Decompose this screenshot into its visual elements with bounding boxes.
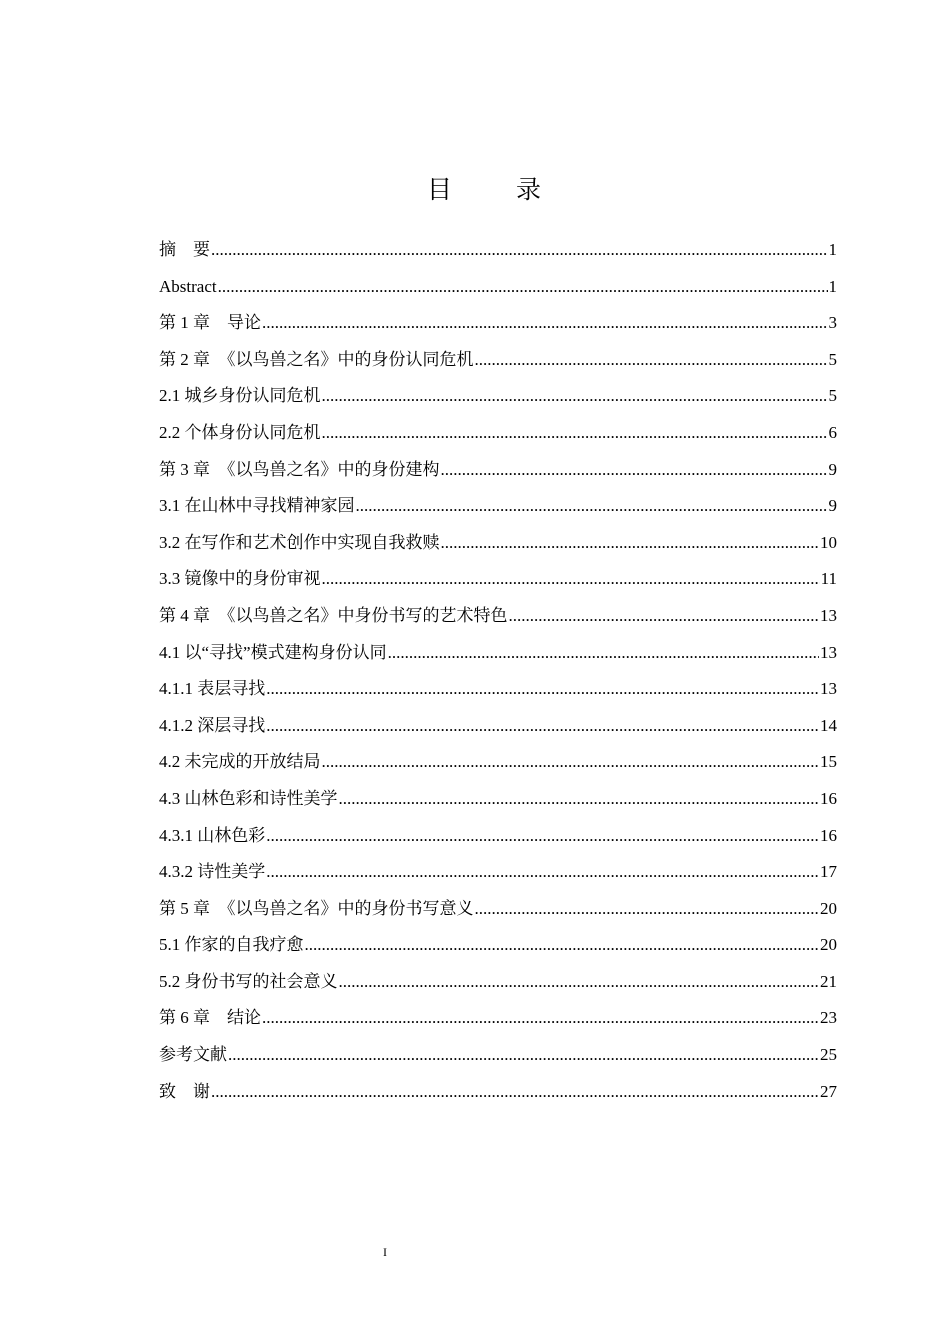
toc-entry-label: 致 谢 [159,1081,210,1101]
toc-leader-dots [441,452,828,489]
toc-entry-page: 11 [820,569,837,589]
toc-entry-page: 23 [820,1008,837,1028]
page-title: 目 录 [427,175,569,204]
toc-leader-dots [211,1074,819,1111]
toc-entry-page: 20 [820,935,837,955]
toc-leader-dots [339,964,820,1001]
toc-leader-dots [218,269,828,306]
toc-leader-dots [228,1037,819,1074]
toc-leader-dots [211,232,828,269]
toc-entry-page: 13 [820,642,837,662]
toc-entry-label: 第 1 章 导论 [159,313,261,333]
toc-entry-section-4-1-1[interactable] [159,671,837,708]
toc-entry-page: 16 [820,788,837,808]
toc-entry-section-5-2[interactable] [159,964,837,1001]
toc-entry-page: 5 [828,386,837,406]
toc-entry-page: 15 [820,752,837,772]
toc-entry-section-4-3-2[interactable] [159,854,837,891]
toc-leader-dots [305,927,820,964]
toc-entry-references[interactable] [159,1037,837,1074]
toc-entry-page: 25 [820,1045,837,1065]
table-of-contents [159,232,837,1110]
toc-entry-page: 14 [820,715,837,735]
toc-entry-label: 3.3 镜像中的身份审视 [159,569,321,589]
toc-entry-page: 9 [828,459,837,479]
toc-entry-abstract-cn[interactable] [159,232,837,269]
toc-leader-dots [339,781,820,818]
toc-entry-label: 4.3.2 诗性美学 [159,862,266,882]
toc-entry-page: 16 [820,825,837,845]
toc-leader-dots [388,635,819,672]
toc-entry-page: 9 [828,496,837,516]
toc-leader-dots [356,488,828,525]
toc-leader-dots [266,818,819,855]
toc-entry-section-2-1[interactable] [159,378,837,415]
toc-entry-label: 第 4 章 《以鸟兽之名》中身份书写的艺术特色 [159,605,508,625]
toc-entry-page: 1 [828,240,837,259]
toc-entry-page: 1 [828,276,837,296]
toc-entry-label: 3.1 在山林中寻找精神家园 [159,496,355,516]
toc-entry-page: 13 [820,605,837,625]
toc-entry-label: 第 5 章 《以鸟兽之名》中的身份书写意义 [159,898,474,918]
toc-entry-label: 5.1 作家的自我疗愈 [159,935,304,955]
toc-entry-page: 13 [820,679,837,699]
toc-entry-label: 4.1.1 表层寻找 [159,679,266,699]
toc-entry-chapter-5[interactable] [159,891,837,928]
toc-leader-dots [262,1000,819,1037]
toc-entry-chapter-6[interactable] [159,1000,837,1037]
toc-leader-dots [475,342,828,379]
toc-entry-label: 3.2 在写作和艺术创作中实现自我救赎 [159,532,440,552]
toc-entry-section-4-3-1[interactable] [159,818,837,855]
toc-entry-chapter-3[interactable] [159,452,837,489]
toc-leader-dots [475,891,820,928]
toc-entry-section-3-1[interactable] [159,488,837,525]
toc-entry-page: 3 [828,313,837,333]
toc-entry-label: 4.1 以“寻找”模式建构身份认同 [159,642,387,662]
toc-entry-chapter-4[interactable] [159,598,837,635]
toc-entry-page: 20 [820,898,837,918]
toc-leader-dots [266,708,819,745]
toc-entry-label: 4.3.1 山林色彩 [159,825,266,845]
toc-entry-page: 10 [820,532,837,552]
toc-entry-page: 17 [820,862,837,882]
toc-entry-abstract-en[interactable] [159,269,837,306]
toc-leader-dots [322,415,828,452]
toc-entry-page: 5 [828,349,837,369]
toc-entry-label: 4.3 山林色彩和诗性美学 [159,788,338,808]
toc-leader-dots [322,561,820,598]
toc-entry-section-4-1[interactable] [159,635,837,672]
toc-entry-label: 第 6 章 结论 [159,1008,261,1028]
page-number: I [383,1245,387,1259]
toc-entry-section-5-1[interactable] [159,927,837,964]
toc-entry-section-3-3[interactable] [159,561,837,598]
toc-entry-section-4-3[interactable] [159,781,837,818]
toc-entry-label: 参考文献 [159,1045,227,1065]
toc-entry-label: 5.2 身份书写的社会意义 [159,971,338,991]
toc-entry-section-3-2[interactable] [159,525,837,562]
toc-entry-label: Abstract [159,276,217,296]
toc-entry-label: 2.2 个体身份认同危机 [159,422,321,442]
toc-entry-page: 21 [820,971,837,991]
toc-entry-label: 4.1.2 深层寻找 [159,715,266,735]
toc-entry-label: 第 2 章 《以鸟兽之名》中的身份认同危机 [159,349,474,369]
toc-leader-dots [262,305,828,342]
toc-leader-dots [266,854,819,891]
toc-entry-page: 27 [820,1081,837,1101]
toc-leader-dots [441,525,820,562]
toc-leader-dots [509,598,820,635]
toc-leader-dots [266,671,819,708]
toc-entry-section-4-2[interactable] [159,744,837,781]
toc-entry-label: 摘 要 [159,240,210,259]
toc-entry-acknowledgements[interactable] [159,1074,837,1111]
toc-entry-page: 6 [828,422,837,442]
toc-entry-chapter-1[interactable] [159,305,837,342]
toc-entry-label: 第 3 章 《以鸟兽之名》中的身份建构 [159,459,440,479]
toc-entry-label: 2.1 城乡身份认同危机 [159,386,321,406]
toc-leader-dots [322,378,828,415]
toc-leader-dots [322,744,820,781]
toc-entry-section-2-2[interactable] [159,415,837,452]
toc-entry-chapter-2[interactable] [159,342,837,379]
toc-entry-label: 4.2 未完成的开放结局 [159,752,321,772]
toc-entry-section-4-1-2[interactable] [159,708,837,745]
